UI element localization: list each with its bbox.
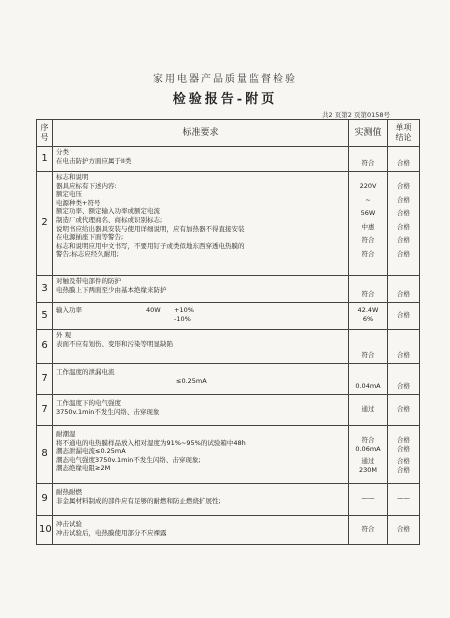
standard-line: 工作温度的泄漏电流 — [56, 368, 115, 376]
table-row — [37, 303, 420, 330]
row-standard — [53, 303, 349, 330]
standard-line: 冲击试验后，电热膜使用部分不应裸露 — [56, 528, 167, 537]
standard-line: 电热膜上下两面至少由基本绝缘来防护 — [56, 285, 167, 294]
standard-line: 分类 — [56, 148, 69, 156]
conclusion-line: 合格 — [397, 310, 410, 319]
standard-line: 电源种类+符号 — [56, 198, 101, 207]
value-line: 符合 — [361, 436, 375, 444]
standard-line: 制造厂或代理商名、商标或识别标志; — [56, 215, 163, 224]
standard-line: 说明书应给出器具安装与使用详细说明，应有加热器不得直接安装 — [56, 224, 245, 233]
value-line: 符合 — [361, 236, 375, 245]
row-value — [349, 395, 388, 426]
row-number: 5 — [37, 303, 53, 330]
table-row — [37, 147, 420, 172]
conclusion-line: 合格 — [397, 524, 410, 533]
standard-line: 3750v.1min不发生闪络、击穿现象 — [56, 407, 160, 416]
row-conclusion — [388, 426, 420, 484]
row-standard — [53, 276, 349, 303]
row-number: 3 — [37, 276, 53, 303]
row-standard — [53, 147, 349, 172]
standard-line: 潮态电气强度3750v.1min不发生闪络、击穿现象; — [56, 455, 201, 464]
value-line: 0.04mA — [355, 382, 381, 391]
table-row — [37, 172, 420, 276]
conclusion-line: 合格 — [397, 182, 410, 190]
conclusion-line: —— — [397, 494, 410, 503]
row-standard — [53, 172, 349, 276]
row-conclusion — [388, 276, 420, 303]
row-number: 7 — [37, 395, 53, 426]
conclusion-line: 合格 — [397, 290, 410, 299]
value-line: —— — [361, 494, 375, 503]
row-value — [349, 516, 388, 545]
standard-line: 冲击试验 — [56, 520, 82, 528]
value-line: 符合 — [361, 290, 375, 299]
standard-line: 工作温度下的电气强度 — [56, 399, 121, 407]
row-number: 8 — [37, 426, 53, 484]
row-conclusion — [388, 303, 420, 330]
standard-line: 表面不应有划伤、变形和污染等明显缺陷 — [56, 339, 173, 348]
table-row — [37, 395, 420, 426]
conclusion-line: 合格 — [397, 444, 410, 453]
standard-line: 对触及带电部件的防护 — [56, 277, 121, 285]
standard-line: 潮态泄漏电流≤0.25mA — [56, 447, 126, 456]
report-title: 检验报告-附页 — [172, 92, 278, 107]
conclusion-line: 合格 — [397, 436, 410, 444]
row-standard — [53, 330, 349, 364]
row-conclusion — [388, 484, 420, 516]
standard-line: 耐潮湿 — [56, 430, 76, 438]
row-number: 2 — [37, 172, 53, 276]
row-number: 10 — [37, 516, 53, 545]
row-value — [349, 364, 388, 395]
standard-line: 外 观 — [56, 331, 72, 339]
table-row — [37, 364, 420, 395]
value-line: 42.4W — [357, 306, 379, 315]
row-value — [349, 172, 388, 276]
header-standard: 标准要求 — [53, 120, 349, 147]
value-line: 符合 — [361, 524, 375, 533]
header-measured: 实测值 — [349, 120, 388, 147]
row-standard — [53, 516, 349, 545]
value-line: ~ — [365, 195, 371, 204]
input-power-tolerance-lower: -10% — [174, 314, 191, 323]
row-value — [349, 426, 388, 484]
row-standard — [53, 395, 349, 426]
table-row — [37, 330, 420, 364]
standard-line: 在电击防护方面应属于II类 — [56, 156, 132, 165]
conclusion-line: 合格 — [397, 159, 410, 168]
table-header-row — [37, 120, 420, 147]
value-line: 230M — [358, 465, 377, 474]
row-value — [349, 276, 388, 303]
table-row — [37, 276, 420, 303]
row-value — [349, 147, 388, 172]
standard-line: 警告;标志应经久耐用; — [56, 250, 119, 259]
standard-line: 器具应标有下述内容: — [56, 181, 117, 190]
value-line: 通过 — [361, 457, 375, 466]
conclusion-line: 合格 — [397, 351, 410, 360]
standard-line: 潮态绝缘电阻≥2M — [56, 464, 111, 473]
value-line: 符合 — [361, 351, 375, 360]
conclusion-line: 合格 — [397, 382, 410, 391]
row-value — [349, 484, 388, 516]
row-conclusion — [388, 330, 420, 364]
standard-line: 标志和说明应用中文书写，不要用钉子或类似地东西穿透电热膜的 — [56, 241, 245, 250]
standard-line: 标志和说明 — [56, 173, 89, 181]
conclusion-line: 合格 — [397, 222, 410, 231]
standard-line: 非金属材料制成的部件应有足够的耐燃和防止燃烧扩展性; — [56, 496, 221, 505]
header-conclusion-line2: 结论 — [395, 133, 412, 142]
input-power-tolerance-upper: +10% — [174, 306, 194, 314]
header-conclusion-line1: 单项 — [395, 123, 412, 132]
row-standard — [53, 484, 349, 516]
row-conclusion — [388, 516, 420, 545]
conclusion-line: 合格 — [397, 249, 410, 258]
value-line: 中惠 — [361, 222, 375, 231]
page-info: 共2 页第2 页第0158号 — [322, 111, 390, 119]
row-conclusion — [388, 172, 420, 276]
standard-line: 将不通电的电热膜样品放入相对湿度为91%~95%的试验箱中48h — [56, 438, 246, 447]
value-line: 通过 — [361, 404, 375, 413]
header-conclusion — [388, 120, 420, 147]
row-conclusion — [388, 147, 420, 172]
value-line: 6% — [362, 315, 374, 323]
inspection-table — [36, 119, 420, 545]
row-conclusion — [388, 364, 420, 395]
conclusion-line: 合格 — [397, 195, 410, 204]
input-power-rated: 40W — [146, 306, 161, 314]
row-standard — [53, 426, 349, 484]
table-row — [37, 426, 420, 484]
row-number: 1 — [37, 147, 53, 172]
row-number: 6 — [37, 330, 53, 364]
table-row — [37, 484, 420, 516]
standard-line: 在电源插座下面等警告; — [56, 233, 124, 242]
conclusion-line: 合格 — [397, 457, 410, 466]
table-row — [37, 516, 420, 545]
conclusion-line: 合格 — [397, 236, 410, 245]
conclusion-line: 合格 — [397, 404, 410, 413]
standard-line: ≤0.25mA — [176, 376, 207, 385]
value-line: 符合 — [361, 159, 375, 168]
row-value — [349, 330, 388, 364]
row-conclusion — [388, 395, 420, 426]
row-value — [349, 303, 388, 330]
row-number: 9 — [37, 484, 53, 516]
input-power-label: 输入功率 — [56, 306, 82, 314]
conclusion-line: 合格 — [397, 465, 410, 474]
standard-line: 额定功率、额定输入功率或额定电流 — [56, 207, 160, 216]
standard-line: 耐热耐燃 — [56, 488, 82, 496]
value-line: 220V — [359, 182, 377, 190]
value-line: 符合 — [361, 249, 375, 258]
standard-line: 额定电压 — [56, 190, 82, 199]
value-line: 0.06mA — [355, 444, 381, 453]
conclusion-line: 合格 — [397, 209, 410, 218]
header-no: 序号 — [37, 120, 53, 147]
value-line: 56W — [360, 209, 376, 218]
row-number: 7 — [37, 364, 53, 395]
row-standard — [53, 364, 349, 395]
org-title: 家用电器产品质量监督检验 — [153, 74, 297, 85]
